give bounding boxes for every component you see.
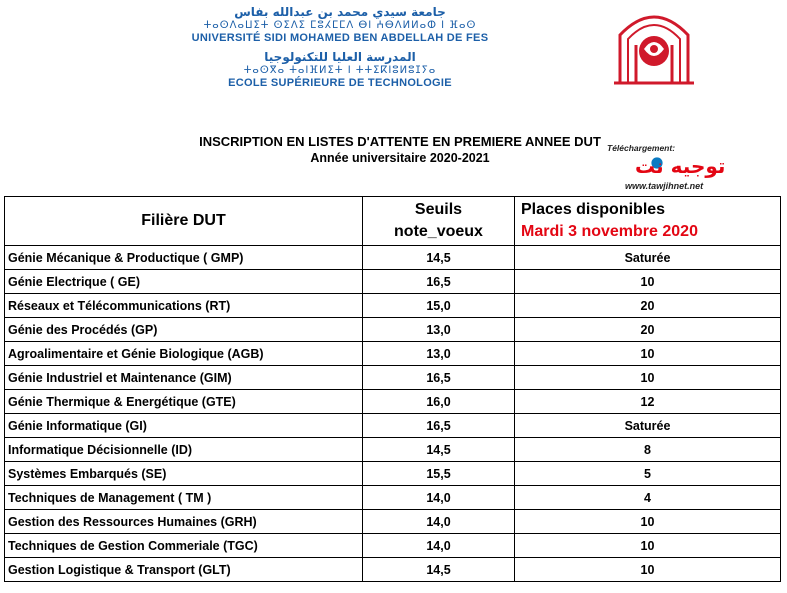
university-logo	[610, 5, 698, 85]
column-header-seuils-line1: Seuils	[414, 201, 463, 218]
places-cell: 10	[515, 534, 781, 558]
filiere-cell: Génie Electrique ( GE)	[5, 270, 363, 294]
table-row	[5, 462, 781, 486]
seuil-cell: 14,5	[363, 246, 515, 270]
column-header-places-line1: Places disponibles	[521, 201, 666, 218]
tawjihnet-watermark	[603, 143, 726, 195]
table-header-row	[5, 197, 781, 246]
filiere-cell: Génie des Procédés (GP)	[5, 318, 363, 342]
places-cell: 20	[515, 294, 781, 318]
filiere-cell: Gestion des Ressources Humaines (GRH)	[5, 510, 363, 534]
seuil-cell: 14,5	[363, 438, 515, 462]
table-body	[5, 246, 781, 582]
table-row	[5, 558, 781, 582]
seuil-cell: 15,5	[363, 462, 515, 486]
document-title	[150, 133, 650, 166]
filiere-cell: Génie Informatique (GI)	[5, 414, 363, 438]
places-cell: 10	[515, 342, 781, 366]
filiere-cell: Agroalimentaire et Génie Biologique (AGB)	[5, 342, 363, 366]
seuil-cell: 15,0	[363, 294, 515, 318]
seuil-cell: 16,5	[363, 414, 515, 438]
arabic-university-name: جامعة سيدي محمد بن عبدالله بفاس	[234, 5, 446, 19]
column-header-seuils-line2: note_voeux	[394, 223, 483, 240]
tifinagh-school-name: ⵜⴰⵙⴳⴰ ⵜⴰⵏⴼⵍⵉⵜ ⵏ ⵜⵜⵉⴽⵏⵓⵍⵓⵊⵢⴰ	[243, 65, 437, 76]
seuil-cell: 16,5	[363, 366, 515, 390]
title-academic-year: Année universitaire 2020-2021	[310, 151, 490, 165]
table-row	[5, 342, 781, 366]
filiere-cell: Génie Industriel et Maintenance (GIM)	[5, 366, 363, 390]
places-cell: 20	[515, 318, 781, 342]
filiere-cell: Génie Mécanique & Productique ( GMP)	[5, 246, 363, 270]
seuil-cell: 16,5	[363, 270, 515, 294]
filiere-cell: Informatique Décisionnelle (ID)	[5, 438, 363, 462]
column-header-filiere: Filière DUT	[5, 197, 363, 246]
places-cell: 4	[515, 486, 781, 510]
table-row	[5, 390, 781, 414]
watermark-download-label: Téléchargement:	[607, 143, 676, 153]
places-cell: Saturée	[515, 246, 781, 270]
table-row	[5, 270, 781, 294]
seuil-cell: 14,0	[363, 534, 515, 558]
column-header-seuils	[363, 197, 515, 246]
places-cell: 10	[515, 366, 781, 390]
table-row	[5, 366, 781, 390]
table-row	[5, 294, 781, 318]
places-cell: 8	[515, 438, 781, 462]
seuil-cell: 14,0	[363, 510, 515, 534]
tifinagh-university-name: ⵜⴰⵙⴷⴰⵡⵉⵜ ⵙⵉⴷⵉ ⵎⵓⵃⵎⵎⴷ ⴱⵏ ⵄⴱⴷⵍⵍⴰⵀ ⵏ ⴼⴰⵙ	[203, 20, 477, 31]
french-university-name: UNIVERSITÉ SIDI MOHAMED BEN ABDELLAH DE FES	[191, 32, 489, 44]
column-header-date: Mardi 3 novembre 2020	[521, 223, 698, 240]
table-row	[5, 438, 781, 462]
filiere-cell: Réseaux et Télécommunications (RT)	[5, 294, 363, 318]
arabic-school-name: المدرسة العليا للتكنولوجيا	[264, 50, 416, 64]
seuil-cell: 13,0	[363, 318, 515, 342]
filiere-cell: Techniques de Management ( TM )	[5, 486, 363, 510]
column-header-places	[515, 197, 781, 246]
watermark-brand: توجيه نت	[635, 154, 726, 178]
table-row	[5, 534, 781, 558]
seuil-cell: 13,0	[363, 342, 515, 366]
filiere-cell: Gestion Logistique & Transport (GLT)	[5, 558, 363, 582]
filiere-cell: Génie Thermique & Energétique (GTE)	[5, 390, 363, 414]
table-row	[5, 318, 781, 342]
filiere-cell: Systèmes Embarqués (SE)	[5, 462, 363, 486]
waiting-list-table	[4, 196, 781, 582]
places-cell: 10	[515, 558, 781, 582]
places-cell: 10	[515, 510, 781, 534]
seuil-cell: 14,0	[363, 486, 515, 510]
seuil-cell: 14,5	[363, 558, 515, 582]
university-header	[180, 6, 500, 90]
table-row	[5, 246, 781, 270]
table-row	[5, 510, 781, 534]
title-main: INSCRIPTION EN LISTES D'ATTENTE EN PREMIERE ANNEE DUT	[199, 134, 601, 149]
table-row	[5, 414, 781, 438]
watermark-url: www.tawjihnet.net	[625, 181, 704, 191]
places-cell: 12	[515, 390, 781, 414]
french-school-name: ECOLE SUPÉRIEURE DE TECHNOLOGIE	[228, 77, 452, 89]
places-cell: Saturée	[515, 414, 781, 438]
table-row	[5, 486, 781, 510]
places-cell: 10	[515, 270, 781, 294]
filiere-cell: Techniques de Gestion Commeriale (TGC)	[5, 534, 363, 558]
places-cell: 5	[515, 462, 781, 486]
seuil-cell: 16,0	[363, 390, 515, 414]
